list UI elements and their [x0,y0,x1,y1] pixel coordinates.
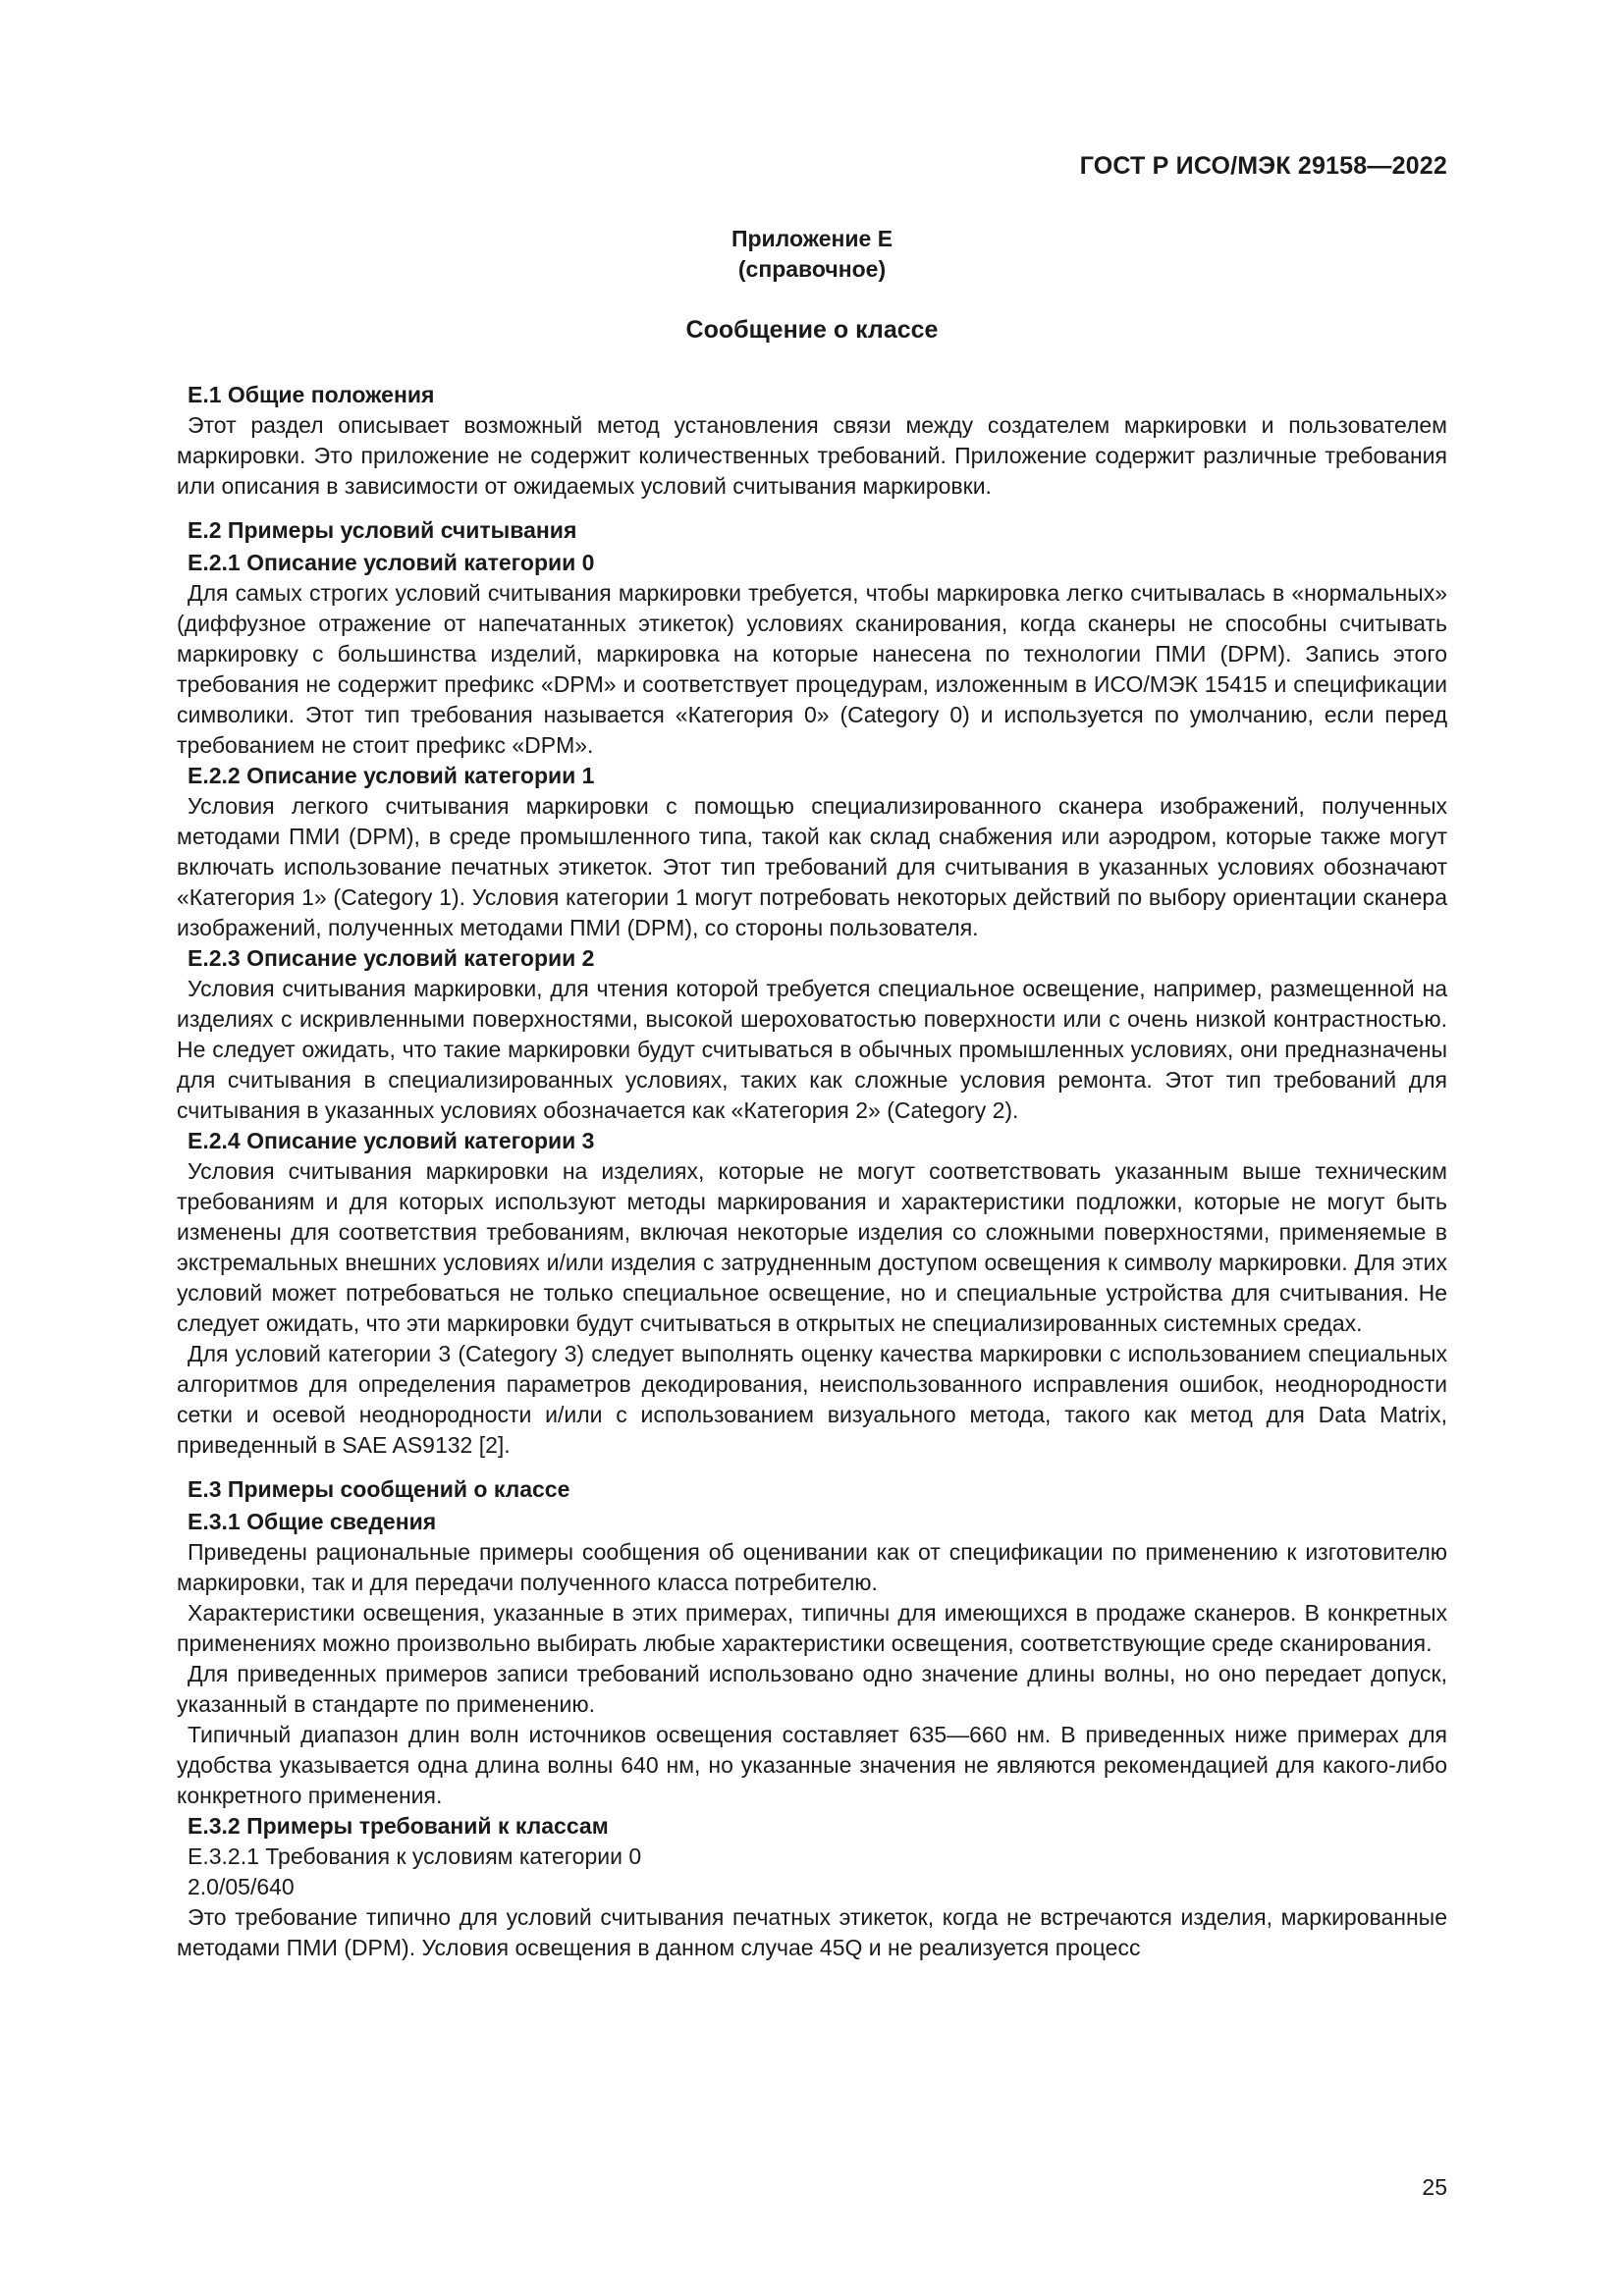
paragraph-e31-4: Типичный диапазон длин волн источников освещения составляет 635—660 нм. В приведенных ниже примерах для удобства указывается одна длина волны 640 нм, но указанные значения не являются рекомендацией для какого-либо конкретного применения. [177,1722,1447,1808]
subheading-e321: Е.3.2.1 Требования к условиям категории 0 [188,1843,642,1869]
paragraph-e21-1: Для самых строгих условий считывания маркировки требуется, чтобы маркировка легко считывалась в «нормальных» (диффузное отражение от напечатанных этикеток) условиях сканирования, когда сканеры не способны считывать маркировку с большинства изделий, маркировка на которые нанесена по технологии ПМИ (DPM). Запись этого требования не содержит префикс «DPM» и соответствует процедурам, изложенным в ИСО/МЭК 15415 и спецификации символики. Этот тип требования называется «Категория 0» (Category 0) и используется по умолчанию, если перед требованием не стоит префикс «DPM». [177,580,1447,758]
annex-type: (справочное) [737,256,887,282]
paragraph-e24-2: Для условий категории 3 (Category 3) следует выполнять оценку качества маркировки с использованием специальных алгоритмов для определения параметров декодирования, неиспользованного исправления ошибок, неоднородности сетки и осевой неоднородности и/или с использованием визуального метода, такого как метод для Data Matrix, приведенный в SAE AS9132 [2]. [177,1341,1447,1458]
paragraph-e23-1: Условия считывания маркировки, для чтения которой требуется специальное освещение, например, размещенной на изделиях с искривленными поверхностями, высокой шероховатостью поверхности или с очень низкой контрастностью. Не следует ожидать, что такие маркировки будут считываться в обычных промышленных условиях, они предназначены для считывания в специализированных условиях, таких как сложные условия ремонта. Этот тип требований для считывания в указанных условиях обозначается как «Категория 2» (Category 2). [177,976,1447,1123]
paragraph-e24-1: Условия считывания маркировки на изделиях, которые не могут соответствовать указанным выше техническим требованиям и для которых используют методы маркирования и характеристики подложки, которые не могут быть изменены для соответствия требованиям, включая некоторые изделия со сложными поверхностями, применяемые в экстремальных внешних условиях и/или изделия с затрудненным доступом освещения к символу маркировки. Для этих условий может потребоваться не только специальное освещение, но и специальные устройства для считывания. Не следует ожидать, что эти маркировки будут считываться в открытых не специализированных системных средах. [177,1158,1447,1336]
page-number: 25 [1422,2174,1447,2200]
requirement-code: 2.0/05/640 [188,1874,295,1899]
paragraph-e31-2: Характеристики освещения, указанные в этих примерах, типичны для имеющихся в продаже сканеров. В конкретных применениях можно произвольно выбирать любые характеристики освещения, соответствующие среде сканирования. [177,1600,1447,1656]
annex-title: Приложение Е [731,226,893,251]
paragraph-e31-3: Для приведенных примеров записи требований использовано одно значение длины волны, но оно передает допуск, указанный в стандарте по применению. [177,1661,1447,1717]
paragraph-e321-1: Это требование типично для условий считывания печатных этикеток, когда не встречаются изделия, маркированные методами ПМИ (DPM). Условия освещения в данном случае 45Q и не реализуется процесс [177,1904,1447,1960]
heading-e24: Е.2.4 Описание условий категории 3 [188,1128,595,1153]
section-title: Сообщение о классе [685,316,939,344]
heading-e22: Е.2.2 Описание условий категории 1 [188,763,595,788]
paragraph-e31-1: Приведены рациональные примеры сообщения об оценивании как от спецификации по применению к изготовителю маркировки, так и для передачи полученного класса потребителю. [177,1539,1447,1595]
heading-e32: Е.3.2 Примеры требований к классам [188,1813,609,1839]
heading-e21: Е.2.1 Описание условий категории 0 [188,550,595,575]
page-content [177,224,1447,1963]
paragraph-e1-1: Этот раздел описывает возможный метод установления связи между создателем маркировки и пользователем маркировки. Это приложение не содержит количественных требований. Приложение содержит различные требования или описания в зависимости от ожидаемых условий считывания маркировки. [177,412,1447,499]
heading-e31: Е.3.1 Общие сведения [188,1509,437,1534]
heading-e23: Е.2.3 Описание условий категории 2 [188,945,595,971]
heading-e2: Е.2 Примеры условий считывания [188,517,577,543]
heading-e1: Е.1 Общие положения [188,382,435,407]
paragraph-e22-1: Условия легкого считывания маркировки с помощью специализированного сканера изображений, полученных методами ПМИ (DPM), в среде промышленного типа, такой как склад снабжения или аэродром, которые также могут включать использование печатных этикеток. Этот тип требований для считывания в указанных условиях обозначают «Категория 1» (Category 1). Условия категории 1 могут потребовать некоторых действий по выбору ориентации сканера изображений, полученных методами ПМИ (DPM), со стороны пользователя. [177,793,1447,940]
heading-e3: Е.3 Примеры сообщений о классе [188,1476,570,1502]
document-code: ГОСТ Р ИСО/МЭК 29158—2022 [1079,152,1447,180]
